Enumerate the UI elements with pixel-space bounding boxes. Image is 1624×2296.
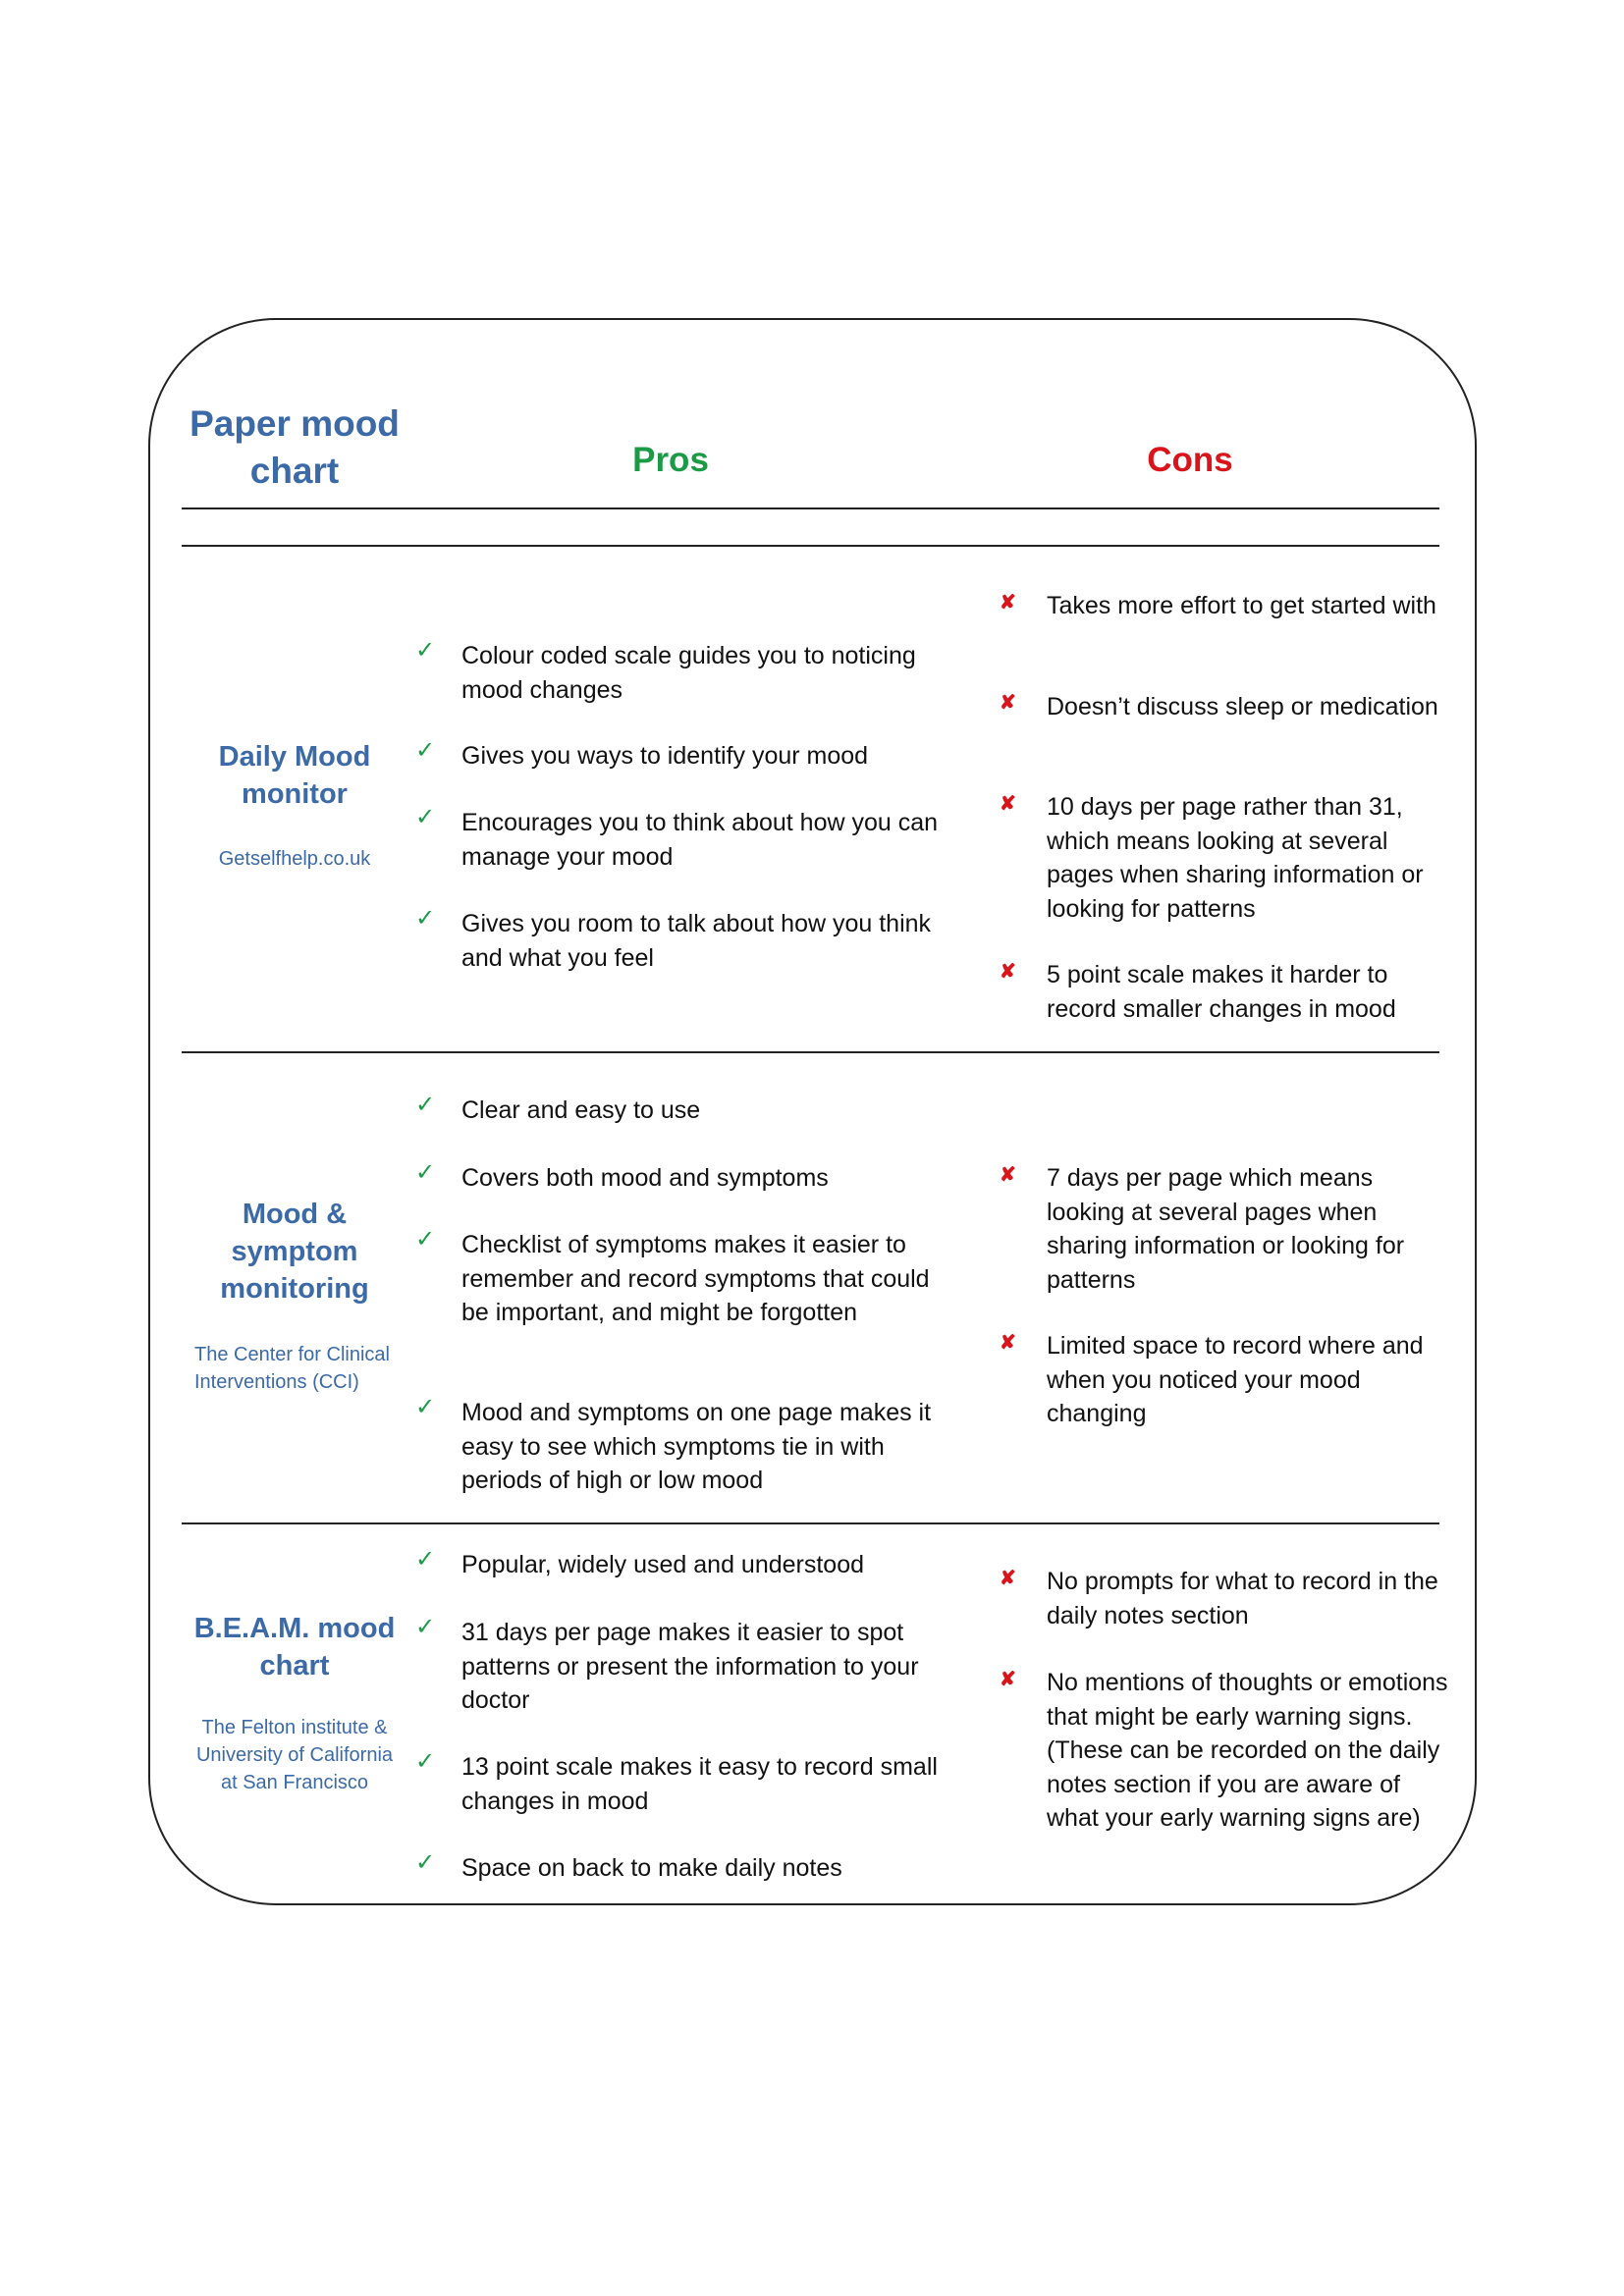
check-icon: ✓ [415,804,436,830]
row-source: Getselfhelp.co.uk [218,848,371,870]
check-icon: ✓ [415,737,436,764]
check-icon: ✓ [415,1394,436,1420]
row-name: Daily Mood monitor [218,741,371,810]
con-item: No mentions of thoughts or emotions that might be early warning signs. (These can be recorded on the daily notes section if you are aware of what your early warning signs are) [1047,1669,1448,1832]
cons-heading: Cons [1147,441,1233,479]
pro-item: Colour coded scale guides you to noticing mood changes [461,642,916,704]
con-item: 10 days per page rather than 31, which means looking at several pages when sharing information or looking for patterns [1047,793,1424,923]
pro-item: Encourages you to think about how you can manage your mood [461,809,939,871]
row-divider [182,1522,1439,1524]
row-source: The Center for Clinical Interventions (CCI) [194,1344,390,1393]
con-item: Takes more effort to get started with [1047,592,1436,619]
pro-item: Mood and symptoms on one page makes it easy to see which symptoms tie in with periods of high or low mood [461,1399,932,1494]
cross-icon: ✘ [1000,961,1016,983]
pro-item: Gives you room to talk about how you think and what you feel [461,910,932,972]
pros-heading: Pros [632,441,709,479]
cross-icon: ✘ [1000,692,1016,714]
pro-item: Covers both mood and symptoms [461,1164,829,1192]
con-item: Doesn’t discuss sleep or medication [1047,693,1438,721]
pro-item: 13 point scale makes it easy to record small changes in mood [461,1753,938,1815]
con-item: Limited space to record where and when you noticed your mood changing [1047,1332,1424,1427]
pro-item: Popular, widely used and understood [461,1551,865,1578]
check-icon: ✓ [415,1092,436,1118]
page-title: Paper mood chart [189,403,400,491]
pro-item: Gives you ways to identify your mood [461,742,869,770]
check-icon: ✓ [415,637,436,664]
con-item: No prompts for what to record in the daily notes section [1047,1568,1438,1629]
pro-item: Checklist of symptoms makes it easier to remember and record symptoms that could be important, and might be forgotten [461,1231,930,1326]
check-icon: ✓ [415,1849,436,1876]
row-name: B.E.A.M. mood chart [193,1613,396,1682]
cross-icon: ✘ [1000,1669,1016,1690]
pro-item: Clear and easy to use [461,1096,701,1124]
cross-icon: ✘ [1000,1332,1016,1354]
row-source: The Felton institute & University of California at San Francisco [195,1717,394,1793]
check-icon: ✓ [415,1748,436,1775]
header-divider [182,545,1439,547]
check-icon: ✓ [415,1546,436,1573]
cross-icon: ✘ [1000,1164,1016,1186]
header-divider [182,507,1439,509]
check-icon: ✓ [415,1614,436,1640]
check-icon: ✓ [415,905,436,932]
row-name: Mood & symptom monitoring [220,1199,369,1305]
cross-icon: ✘ [1000,1568,1016,1589]
con-item: 5 point scale makes it harder to record smaller changes in mood [1047,961,1396,1023]
row-divider [182,1051,1439,1053]
cross-icon: ✘ [1000,592,1016,614]
con-item: 7 days per page which means looking at several pages when sharing information or looking for patterns [1047,1164,1405,1294]
cross-icon: ✘ [1000,793,1016,815]
pro-item: 31 days per page makes it easier to spot patterns or present the information to your doctor [461,1619,919,1714]
check-icon: ✓ [415,1159,436,1186]
pro-item: Space on back to make daily notes [461,1854,842,1882]
check-icon: ✓ [415,1226,436,1253]
